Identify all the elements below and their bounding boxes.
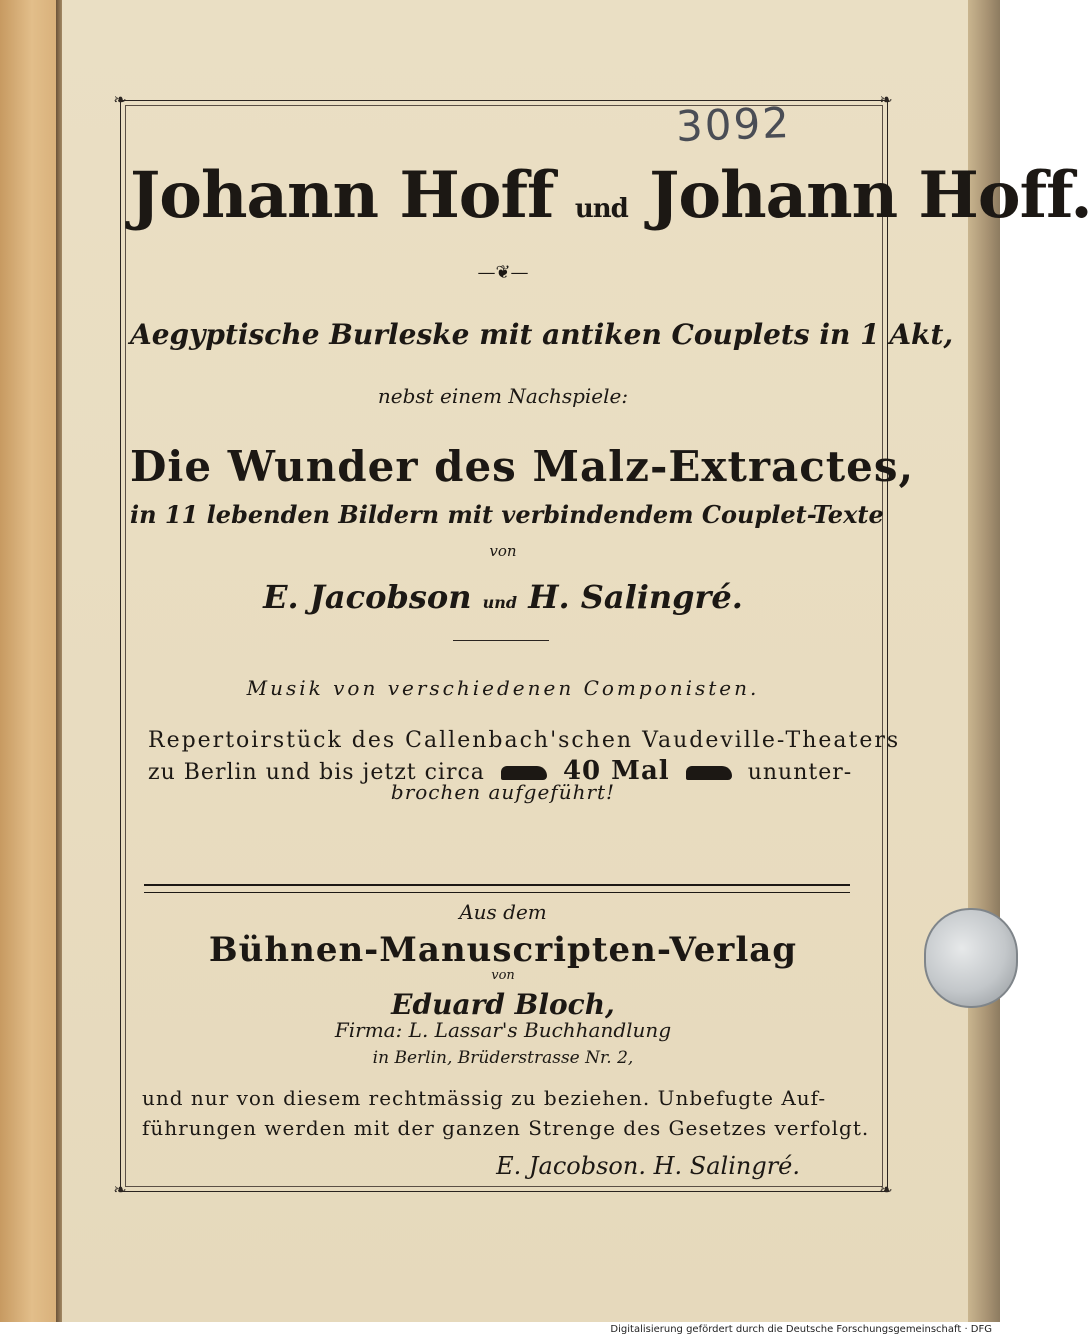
title-part2: Johann Hoff. xyxy=(649,158,1092,233)
genre-subtitle: Aegyptische Burleske mit antiken Couplets in 1 Akt, xyxy=(130,318,954,351)
corner-ornament-icon: ❧ xyxy=(113,90,127,109)
aus-dem-line: Aus dem xyxy=(459,900,547,924)
legal-notice-line-1: und nur von diesem rechtmässig zu beziehen. Unbefugte Auf- xyxy=(142,1086,827,1110)
publisher-von: von xyxy=(491,968,515,983)
short-divider-rule xyxy=(453,640,549,641)
publisher-name: Bühnen-Manuscripten-Verlag xyxy=(208,930,798,970)
corner-ornament-icon: ❧ xyxy=(879,90,893,109)
performance-count: 40 Mal xyxy=(562,756,670,786)
repertoire-line-3: brochen aufgeführt! xyxy=(390,780,616,804)
title-und: und xyxy=(574,194,628,224)
authors-line xyxy=(130,578,876,616)
publisher-address: in Berlin, Brüderstrasse Nr. 2, xyxy=(372,1048,634,1068)
legal-notice-line-2: führungen werden mit der ganzen Strenge des Gesetzes verfolgt. xyxy=(142,1116,870,1140)
author-jacobson: E. Jacobson xyxy=(263,578,472,616)
publisher-person: Eduard Bloch, xyxy=(391,988,615,1021)
metal-clip xyxy=(924,908,1018,1008)
book-cover-edge xyxy=(0,0,60,1322)
funding-credit: Digitalisierung gefördert durch die Deutsche Forschungsgemeinschaft · DFG xyxy=(610,1324,992,1335)
pointing-hand-right-icon xyxy=(501,766,547,780)
music-credit: Musik von verschiedenen Componisten. xyxy=(246,676,760,700)
double-divider-rule xyxy=(144,884,850,893)
author-salingre: H. Salingré. xyxy=(528,578,743,616)
corner-ornament-icon: ❧ xyxy=(113,1180,127,1199)
repertoire-line-1: Repertoirstück des Callenbach'schen Vaudeville-Theaters xyxy=(148,728,901,753)
ornament-divider: —❦— xyxy=(477,262,529,283)
author-signature: E. Jacobson. H. Salingré. xyxy=(496,1152,800,1180)
publisher-firm: Firma: L. Lassar's Buchhandlung xyxy=(334,1018,672,1042)
nachspiel-subtitle: in 11 lebenden Bildern mit verbindendem Couplet-Texte xyxy=(130,500,884,529)
play-title xyxy=(130,158,1092,233)
authors-und: und xyxy=(482,593,518,612)
repertoire-line-2a: zu Berlin und bis jetzt circa xyxy=(148,760,485,785)
repertoire-line-2b: ununter- xyxy=(747,760,853,785)
nachspiel-title: Die Wunder des Malz-Extractes, xyxy=(130,442,915,491)
title-part1: Johann Hoff xyxy=(130,158,554,233)
nebst-line: nebst einem Nachspiele: xyxy=(377,384,629,408)
von-line: von xyxy=(489,542,517,560)
corner-ornament-icon: ❧ xyxy=(879,1180,893,1199)
shelf-number-stamp: 3092 xyxy=(675,98,792,151)
pointing-hand-left-icon xyxy=(686,766,732,780)
